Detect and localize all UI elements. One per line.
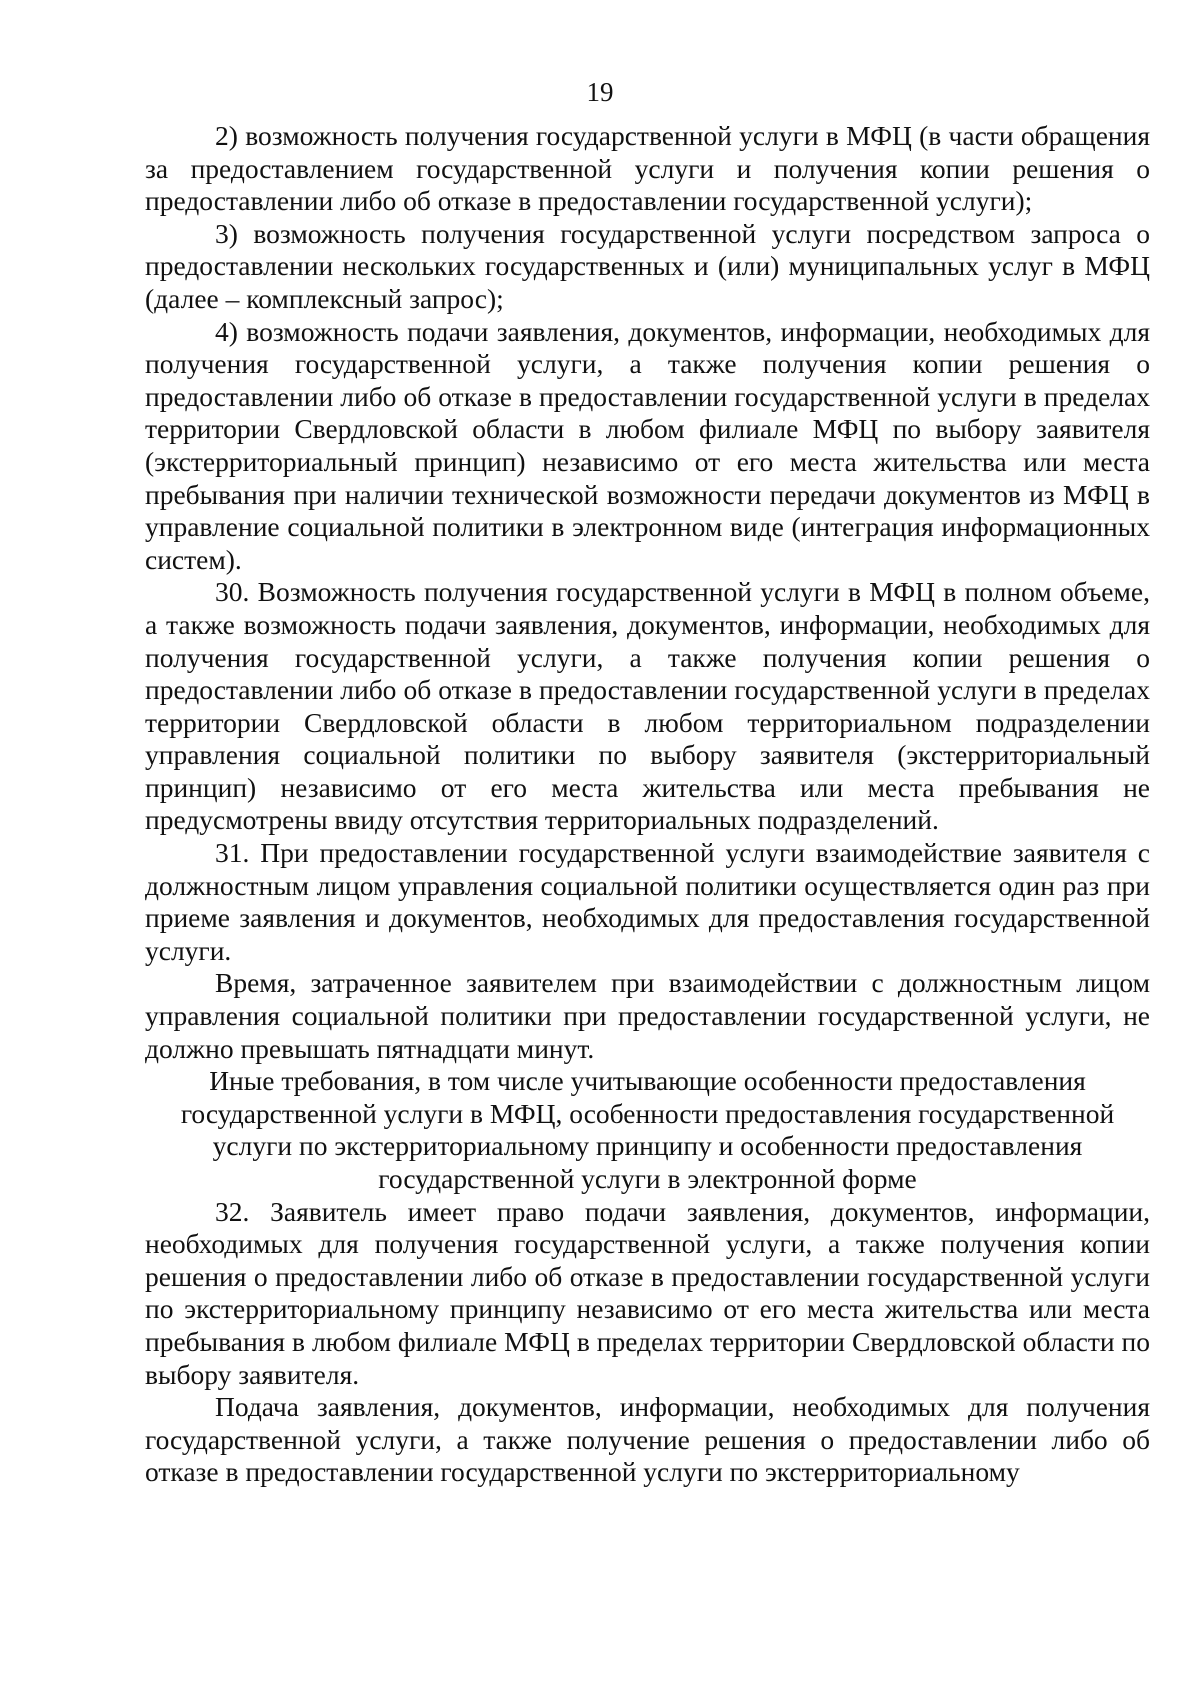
- page-number: 19: [586, 77, 614, 107]
- paragraph-30: 30. Возможность получения государственной услуги в МФЦ в полном объеме, а также возможность подачи заявления, документов, информации, необходимых для получения государственной услуги, а также получения копии решения о предоставлении либо об отказе в предоставлении государственной услуги в пределах территории Свердловской области в любом территориальном подразделении управления социальной политики по выбору заявителя (экстерриториальный принцип) независимо от его места жительства или места пребывания не предусмотрены ввиду отсутствия территориальных подразделений.: [145, 576, 1150, 836]
- paragraph-item-2: 2) возможность получения государственной услуги в МФЦ (в части обращения за предоставлением государственной услуги и получения копии решения о предоставлении либо об отказе в предоставлении государственной услуги);: [145, 120, 1150, 217]
- document-body: [145, 120, 1150, 1489]
- paragraph-31-time: Время, затраченное заявителем при взаимодействии с должностным лицом управления социальной политики при предоставлении государственной услуги, не должно превышать пятнадцати минут.: [145, 967, 1150, 1064]
- paragraph-32-submission: Подача заявления, документов, информации, необходимых для получения государственной услуги, а также получение решения о предоставлении либо об отказе в предоставлении государственной услуги по экстерриториальному: [145, 1391, 1150, 1488]
- paragraph-item-4: 4) возможность подачи заявления, документов, информации, необходимых для получения государственной услуги, а также получения копии решения о предоставлении либо об отказе в предоставлении государственной услуги в пределах территории Свердловской области в любом филиале МФЦ по выбору заявителя (экстерриториальный принцип) независимо от его места жительства или места пребывания при наличии технической возможности передачи документов из МФЦ в управление социальной политики в электронном виде (интеграция информационных систем).: [145, 315, 1150, 575]
- paragraph-32: 32. Заявитель имеет право подачи заявления, документов, информации, необходимых для получения государственной услуги, а также получения копии решения о предоставлении либо об отказе в предоставлении государственной услуги по экстерриториальному принципу независимо от его места жительства или места пребывания в любом филиале МФЦ в пределах территории Свердловской области по выбору заявителя.: [145, 1195, 1150, 1390]
- paragraph-31: 31. При предоставлении государственной услуги взаимодействие заявителя с должностным лицом управления социальной политики осуществляется один раз при приеме заявления и документов, необходимых для предоставления государственной услуги.: [145, 837, 1150, 966]
- paragraph-item-3: 3) возможность получения государственной услуги посредством запроса о предоставлении нескольких государственных и (или) муниципальных услуг в МФЦ (далее – комплексный запрос);: [145, 217, 1150, 314]
- section-heading: Иные требования, в том числе учитывающие особенности предоставления государственной услуги в МФЦ, особенности предоставления государственной услуги по экстерриториальному принципу и особенности предоставления государственной услуги в электронной форме: [180, 1065, 1115, 1194]
